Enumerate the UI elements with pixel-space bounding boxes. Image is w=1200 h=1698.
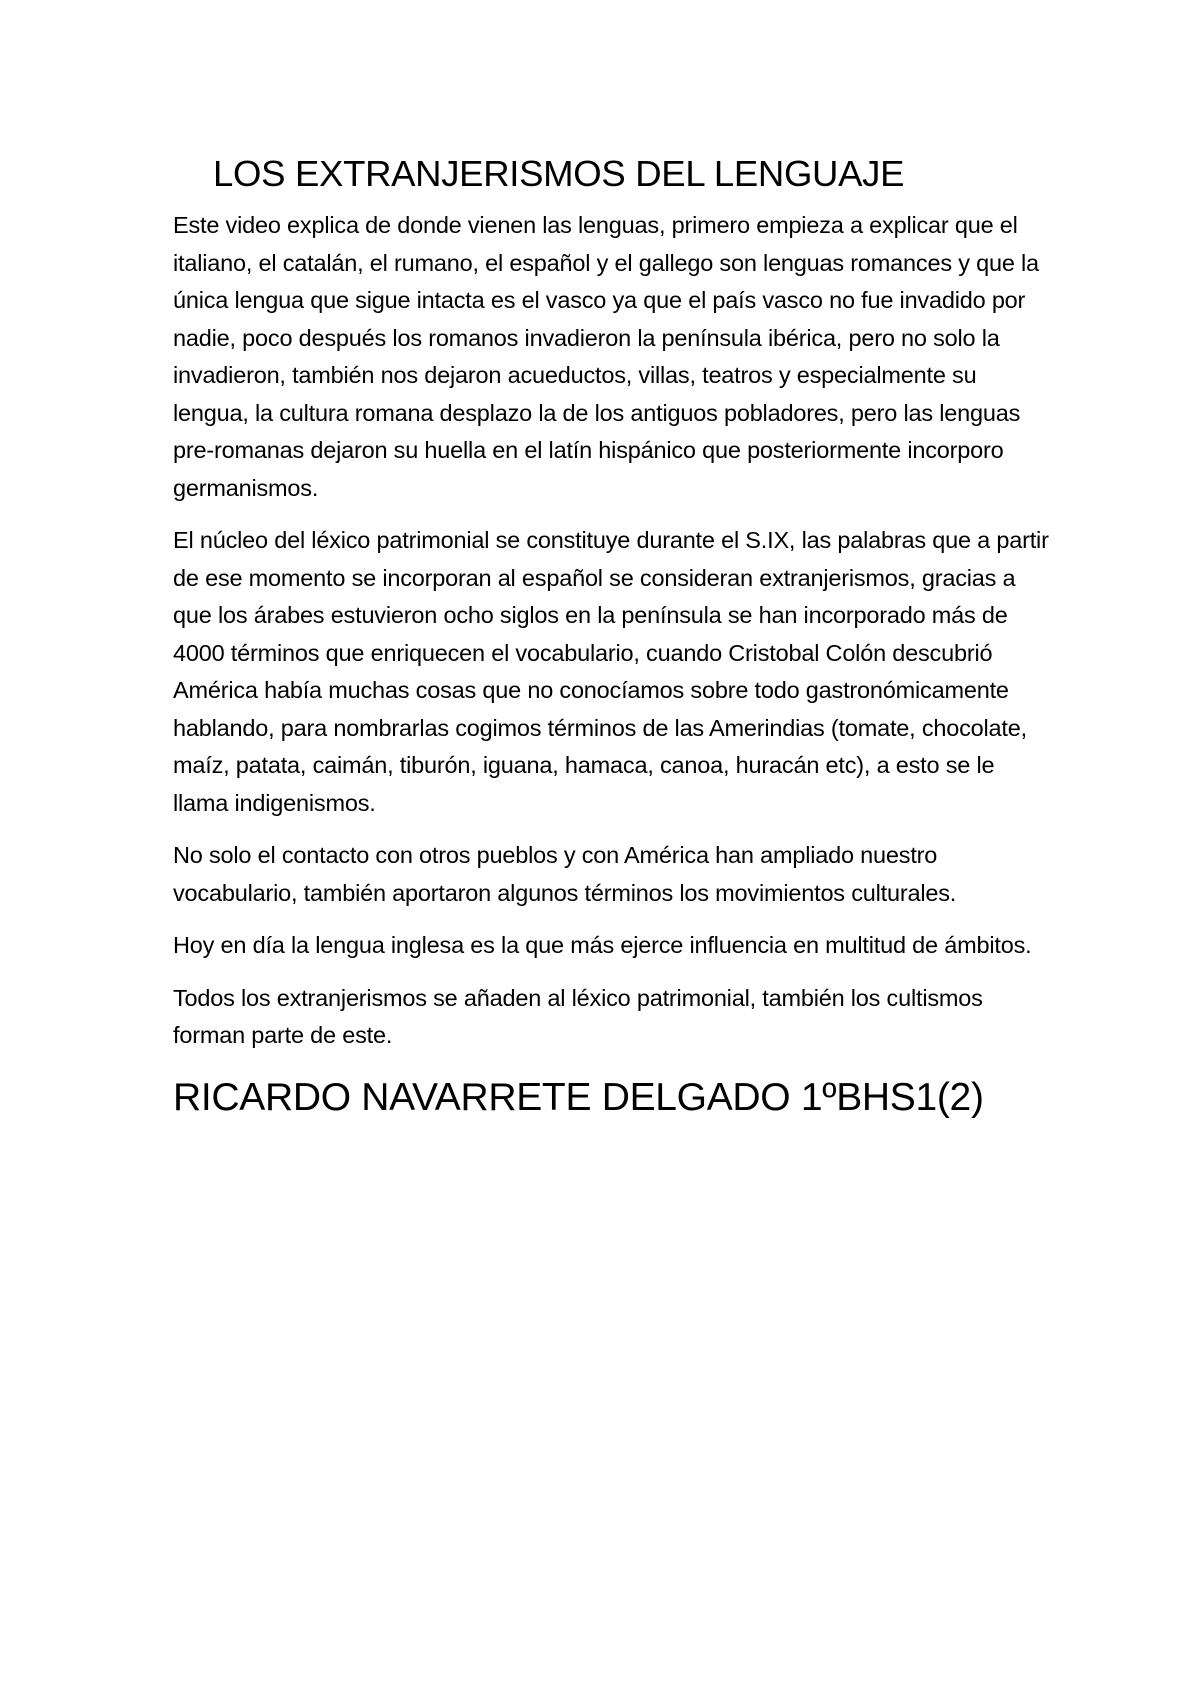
paragraph-conclusion: Todos los extranjerismos se añaden al léxico patrimonial, también los cultismos forman parte de este. [173,984,983,1049]
paragraph-english-influence: Hoy en día la lengua inglesa es la que más ejerce influencia en multitud de ámbitos. [173,932,1032,959]
paragraph-patrimonial-lexicon: El núcleo del léxico patrimonial se constituye durante el S.IX, las palabras que a partir de ese momento se incorporan al español se consideran extranjerismos, gracias a que los árabes estuvieron ocho siglos en la península se han incorporado más de 4000 términos que enriquecen el vocabulario, cuando Cristobal Colón descubrió América había muchas cosas que no conocíamos sobre todo gastronómicamente hablando, para nombrarlas cogimos términos de las Amerindias (tomate, chocolate, maíz, patata, caimán, tiburón, iguana, hamaca, canoa, huracán etc), a esto se le llama indigenismos. [173,527,1049,816]
author-signature: RICARDO NAVARRETE DELGADO 1ºBHS1(2) [173,1075,984,1119]
document-body [173,150,1053,1124]
paragraph-origin-of-languages: Este video explica de donde vienen las lenguas, primero empieza a explicar que el italiano, el catalán, el rumano, el español y el gallego son lenguas romances y que la única lengua que sigue intacta es el vasco ya que el país vasco no fue invadido por nadie, poco después los romanos invadieron la península ibérica, pero no solo la invadieron, también nos dejaron acueductos, villas, teatros y especialmente su lengua, la cultura romana desplazo la de los antiguos pobladores, pero las lenguas pre-romanas dejaron su huella en el latín hispánico que posteriormente incorporo germanismos. [173,212,1039,501]
document-title: LOS EXTRANJERISMOS DEL LENGUAJE [213,153,905,194]
paragraph-cultural-movements: No solo el contacto con otros pueblos y con América han ampliado nuestro vocabulario, también aportaron algunos términos los movimientos culturales. [173,842,957,906]
